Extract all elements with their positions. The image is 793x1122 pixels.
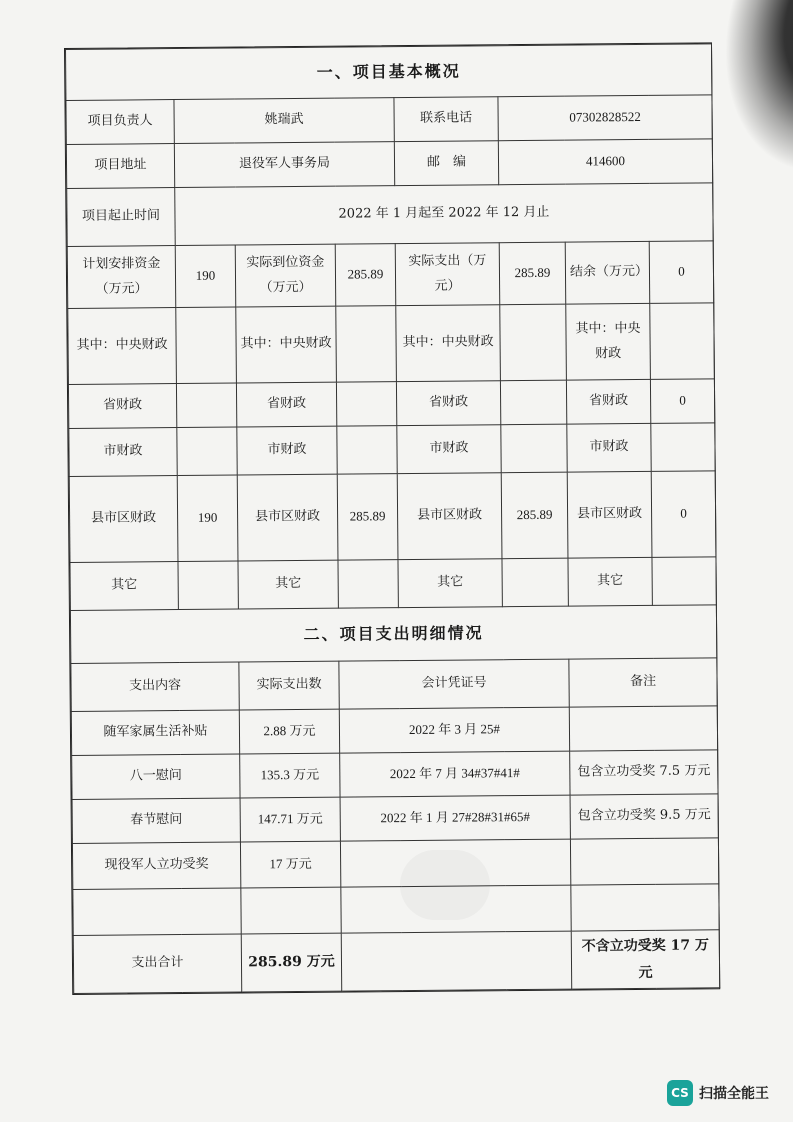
plan-funds-value: 190 [175, 245, 236, 308]
fund-source-label: 省财政 [566, 379, 650, 424]
section2-title: 二、项目支出明细情况 [70, 605, 716, 664]
detail-amount: 147.71 万元 [240, 797, 340, 842]
fund-source-value [500, 380, 566, 425]
zip-value: 414600 [498, 139, 712, 185]
period-value: 2022 年 1 月起至 2022 年 12 月止 [175, 183, 714, 246]
detail-amount: 2.88 万元 [239, 709, 339, 754]
fund-source-label: 县市区财政 [237, 474, 338, 561]
fund-source-value: 190 [177, 475, 238, 562]
fund-source-value [502, 558, 568, 607]
fund-source-label: 其中：中央财政 [236, 306, 337, 383]
detail-voucher [340, 839, 570, 887]
fund-source-value [650, 303, 715, 380]
actual-funds-label: 实际到位资金（万元） [235, 244, 336, 307]
spent-label: 实际支出（万元） [395, 243, 500, 306]
fund-source-label: 省财政 [396, 381, 500, 426]
fund-source-value: 285.89 [501, 472, 568, 559]
fund-source-value: 0 [651, 471, 716, 558]
address-label: 项目地址 [66, 144, 174, 189]
total-voucher [341, 931, 571, 991]
fund-source-label: 省财政 [68, 384, 176, 429]
detail-header: 会计凭证号 [339, 659, 569, 709]
fund-source-label: 县市区财政 [397, 473, 502, 560]
fund-source-value [501, 424, 567, 473]
zip-label: 邮 编 [394, 141, 498, 186]
detail-item: 现役军人立功受奖 [72, 842, 240, 889]
detail-voucher: 2022 年 1 月 27#28#31#65# [340, 795, 570, 841]
detail-row [72, 750, 718, 800]
fund-source-value [652, 557, 716, 606]
leader-label: 项目负责人 [66, 100, 174, 145]
fund-source-label: 其它 [70, 562, 178, 611]
fund-source-value [178, 561, 238, 610]
section1-title: 一、项目基本概况 [66, 44, 712, 101]
fund-source-value [336, 306, 397, 383]
plan-funds-label: 计划安排资金（万元） [67, 246, 176, 309]
balance-label: 结余（万元） [565, 241, 650, 304]
detail-row [71, 706, 717, 756]
fund-source-value [337, 426, 397, 475]
detail-header: 备注 [569, 658, 717, 707]
fund-source-label: 省财政 [236, 382, 336, 427]
detail-item: 随军家属生活补贴 [71, 710, 239, 755]
fund-source-label: 其它 [568, 557, 652, 606]
fund-source-value: 285.89 [337, 474, 398, 561]
detail-amount: 17 万元 [240, 841, 340, 888]
phone-label: 联系电话 [394, 97, 498, 142]
detail-item [73, 888, 241, 935]
camscanner-logo-icon: CS [667, 1080, 693, 1106]
total-note: 不含立功受奖 17 万元 [571, 930, 720, 989]
fund-source-value [500, 304, 567, 381]
fund-source-label: 市财政 [69, 428, 177, 477]
total-label: 支出合计 [73, 934, 242, 994]
fund-source-label: 其中：中央财政 [68, 308, 177, 385]
balance-value: 0 [649, 241, 714, 304]
address-value: 退役军人事务局 [174, 142, 394, 188]
fund-source-value: 0 [650, 379, 714, 424]
fund-source-label: 其它 [238, 560, 338, 609]
detail-item: 八一慰问 [72, 754, 240, 799]
detail-note [571, 884, 719, 931]
fund-source-label: 市财政 [237, 426, 337, 475]
detail-voucher [341, 885, 571, 933]
form-table [65, 43, 720, 994]
period-label: 项目起止时间 [67, 188, 176, 247]
fund-source-label: 县市区财政 [69, 476, 178, 563]
fund-source-label: 市财政 [397, 425, 501, 474]
detail-voucher: 2022 年 7 月 34#37#41# [340, 751, 570, 797]
fund-source-label: 其中：中央财政 [566, 303, 651, 380]
detail-row [73, 884, 719, 936]
fund-source-label: 其它 [398, 559, 502, 608]
fund-source-value [336, 382, 396, 427]
detail-row [72, 794, 718, 844]
scanner-watermark [667, 1080, 769, 1106]
detail-amount [241, 887, 341, 934]
fund-source-label: 市财政 [567, 423, 651, 472]
actual-funds-value: 285.89 [335, 244, 396, 307]
scanner-app-name: 扫描全能王 [699, 1086, 769, 1102]
detail-note [569, 706, 717, 751]
spent-value: 285.89 [499, 242, 566, 305]
detail-note: 包含立功受奖 7.5 万元 [570, 750, 718, 795]
fund-source-value [651, 423, 715, 472]
detail-header: 实际支出数 [239, 661, 339, 710]
fund-source-value [176, 307, 237, 384]
detail-row [72, 838, 718, 890]
leader-value: 姚瑞武 [174, 98, 394, 144]
detail-note [570, 838, 718, 885]
phone-value: 07302828522 [498, 95, 712, 141]
fund-source-value [338, 560, 398, 609]
detail-note: 包含立功受奖 9.5 万元 [570, 794, 718, 839]
detail-voucher: 2022 年 3 月 25# [339, 707, 569, 753]
detail-amount: 135.3 万元 [240, 753, 340, 798]
expenditure-form [64, 42, 720, 995]
detail-item: 春节慰问 [72, 798, 240, 843]
total-amount: 285.89 万元 [241, 933, 342, 992]
fund-source-label: 其中：中央财政 [396, 305, 501, 382]
fund-source-label: 县市区财政 [567, 471, 652, 558]
fund-source-value [176, 383, 236, 428]
detail-header: 支出内容 [71, 662, 239, 711]
fund-source-value [177, 427, 237, 476]
